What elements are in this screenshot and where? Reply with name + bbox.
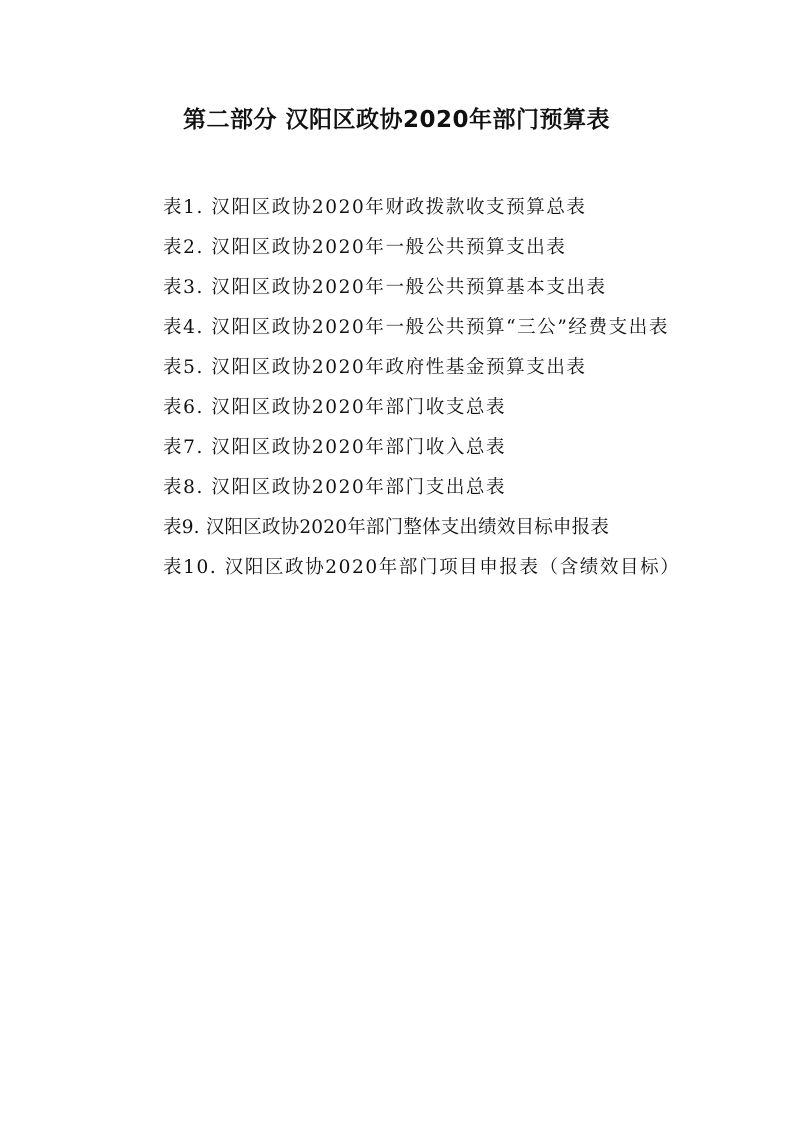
toc-item-9: 表9. 汉阳区政协2020年部门整体支出绩效目标申报表	[163, 517, 610, 538]
page-title: 第二部分 汉阳区政协2020年部门预算表	[182, 107, 611, 133]
toc-item-8: 表8. 汉阳区政协2020年部门支出总表	[163, 477, 507, 498]
toc-item-6: 表6. 汉阳区政协2020年部门收支总表	[163, 397, 507, 418]
toc-item-7: 表7. 汉阳区政协2020年部门收入总表	[163, 437, 507, 458]
toc-item-5: 表5. 汉阳区政协2020年政府性基金预算支出表	[163, 357, 587, 378]
table-of-contents	[117, 188, 681, 588]
toc-item-3: 表3. 汉阳区政协2020年一般公共预算基本支出表	[163, 277, 607, 298]
toc-item-10: 表10. 汉阳区政协2020年部门项目申报表（含绩效目标）	[163, 557, 681, 578]
toc-item-4: 表4. 汉阳区政协2020年一般公共预算“三公”经费支出表	[163, 317, 669, 338]
toc-item-1: 表1. 汉阳区政协2020年财政拨款收支预算总表	[163, 197, 587, 218]
toc-item-2: 表2. 汉阳区政协2020年一般公共预算支出表	[163, 237, 567, 258]
